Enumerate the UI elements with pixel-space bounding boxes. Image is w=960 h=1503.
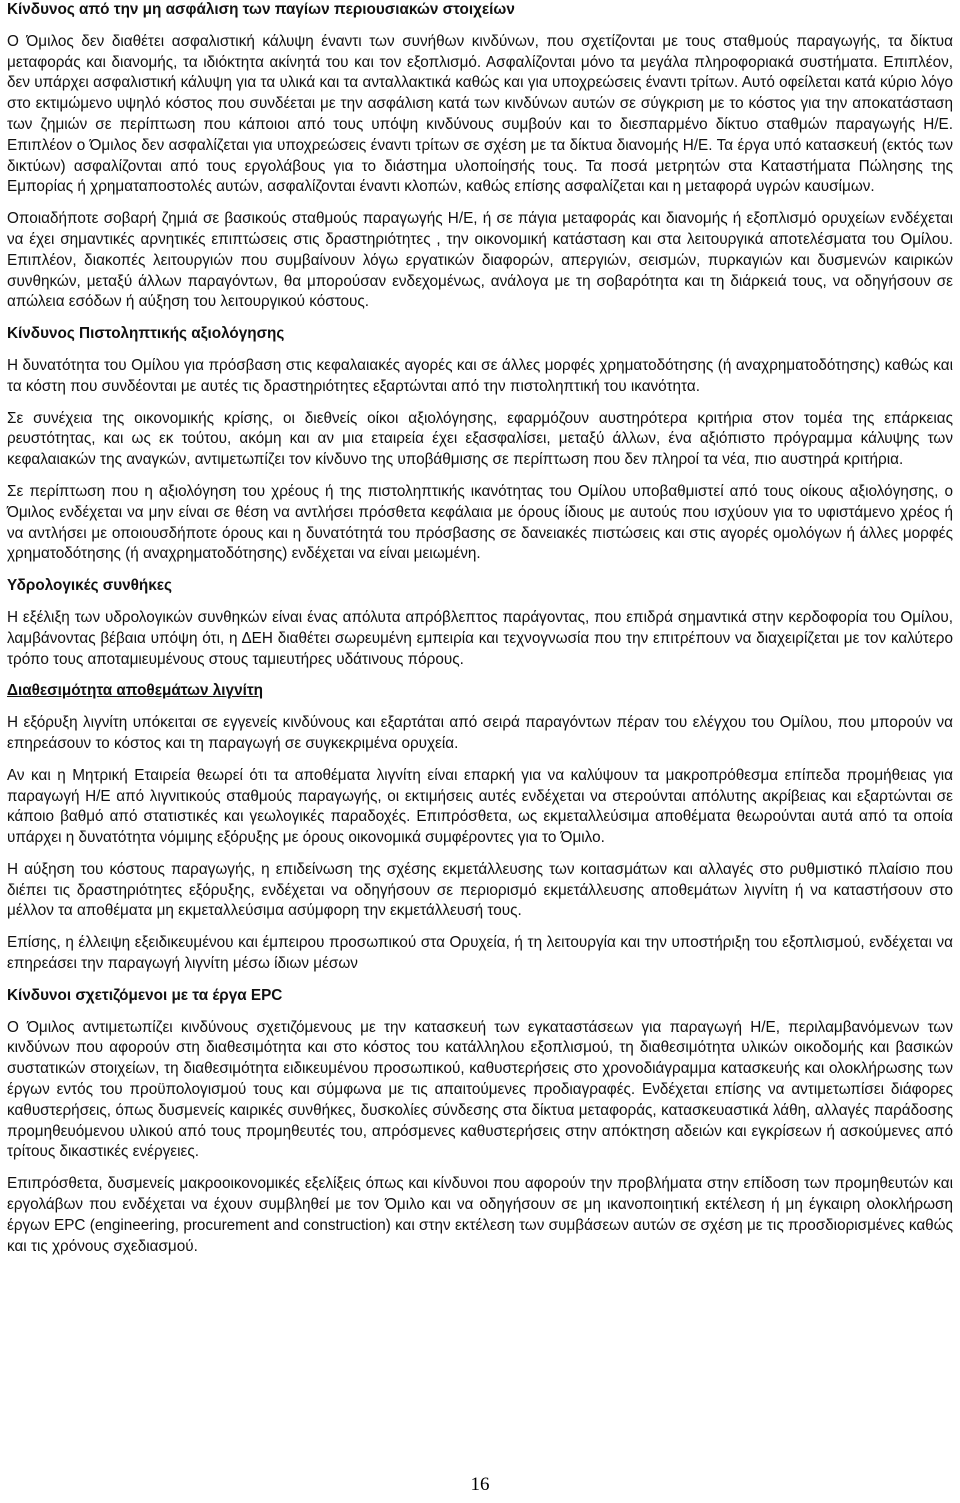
- paragraph: Η αύξηση του κόστους παραγωγής, η επιδείνωση της σχέσης εκμετάλλευσης των κοιτασμάτων και αλλαγές στο ρυθμιστικό πλαίσιο που διέπει τις δραστηριότητες εξόρυξης, ενδέχεται να οδηγήσουν σε περιορισμό εκμετάλλευσης αποθεμάτων λιγνίτη ή να καταστήσουν στο μέλλον τα αποθέματα μη εκμεταλλεύσιμα ασύμφορη την εκμετάλλευσή τους.: [7, 860, 953, 920]
- paragraph: Οποιαδήποτε σοβαρή ζημιά σε βασικούς σταθμούς παραγωγής Η/Ε, ή σε πάγια μεταφοράς και διανομής ή εξοπλισμό ορυχείων ενδέχεται να έχει σημαντικές αρνητικές επιπτώσεις στις δραστηριότητες , την οικονομική κατάσταση και στα λειτουργικά αποτελέσματα του Ομίλου. Επιπλέον, διακοπές λειτουργιών που συμβαίνουν λόγω εργατικών διαφορών, απεργιών, σεισμών, πυρκαγιών και δυσμενών καιρικών συνθηκών, μεταξύ άλλων παραγόντων, θα μπορούσαν ενδεχομένως, ανάλογα με τη σοβαρότητα και τη διάρκειά τους, να οδηγήσουν σε απώλεια εσόδων ή αύξηση του λειτουργικού κόστους.: [7, 210, 953, 311]
- paragraph: Επίσης, η έλλειψη εξειδικευμένου και έμπειρου προσωπικού στα Ορυχεία, ή τη λειτουργία και την υποστήριξη του εξοπλισμού, ενδέχεται να επηρεάσει την παραγωγή λιγνίτη μέσω ίδιων μέσων: [7, 934, 953, 973]
- paragraph: Η εξόρυξη λιγνίτη υπόκειται σε εγγενείς κινδύνους και εξαρτάται από σειρά παραγόντων πέραν του ελέγχου του Ομίλου, που μπορούν να επηρεάσουν το κόστος και τη παραγωγή σε συγκεκριμένα ορυχεία.: [7, 714, 953, 752]
- paragraph: Η εξέλιξη των υδρολογικών συνθηκών είναι ένας απόλυτα απρόβλεπτος παράγοντας, που επιδρά σημαντικά στην κερδοφορία του Ομίλου, λαμβάνοντας βέβαια υπόψη ότι, η ΔΕΗ διαθέτει σωρευμένη εμπειρία και τεχνογνωσία που την επιτρέπουν να διαχειρίζεται με τον καλύτερο τρόπο τους αποταμιευμένους στους ταμιευτήρες υδάτινους πόρους.: [7, 608, 953, 668]
- section-heading: Υδρολογικές συνθήκες: [7, 577, 173, 595]
- section-credit-rating-risk: [7, 324, 953, 565]
- section-epc-risks: [7, 986, 953, 1258]
- document-page: [7, 0, 953, 1257]
- paragraph: Επιπρόσθετα, δυσμενείς μακροοικονομικές εξελίξεις όπως και κίνδυνοι που αφορούν την προβλήματα στην επίδοση των προμηθευτών και εργολάβων που ενδέχεται να έχουν συμβληθεί με τον Όμιλο και να οδηγήσουν σε μη ικανοποιητική εκτέλεση ή μη έγκαιρη ολοκλήρωση έργων EPC (engineering, procurement and construction) και στην εκτέλεση των συμβάσεων αυτών σε σχέση με τις προσδιορισμένες καθώς και τις χρόνους σχεδιασμού.: [7, 1175, 953, 1255]
- section-heading: Κίνδυνοι σχετιζόμενοι με τα έργα EPC: [7, 986, 283, 1004]
- page-number: 16: [470, 1474, 490, 1495]
- paragraph: Σε περίπτωση που η αξιολόγηση του χρέους ή της πιστοληπτικής ικανότητας του Ομίλου υποβαθμιστεί από τους οίκους αξιολόγησης, ο Όμιλος ενδέχεται να μην είναι σε θέση να αντλήσει πρόσθετα κεφάλαια με όρους ίδιους με αυτούς που ισχύουν για το υφιστάμενο χρέος ή να αντλήσει με οποιουσδήποτε όρους και η δυνατότητά του πρόσβασης σε δανειακές πιστώσεις και στις αγορές ομολόγων ή άλλες μορφές χρηματοδότησης (ή αναχρηματοδότησης) ενδέχεται να είναι μειωμένη.: [7, 482, 953, 563]
- section-hydrological-conditions: [7, 576, 953, 670]
- section-lignite-reserves: [7, 681, 953, 975]
- paragraph: Σε συνέχεια της οικονομικής κρίσης, οι διεθνείς οίκοι αξιολόγησης, εφαρμόζουν αυστηρότερα κριτήρια στον τομέα της επάρκειας ρευστότητας, και ως εκ τούτου, ακόμη και αν μια εταιρεία έχει εξασφαλίσει, μεταξύ άλλων, ένα αξιόπιστο πρόγραμμα κάλυψης των κεφαλαιακών της αναγκών, αντιμετωπίζει τον κίνδυνο της υποβάθμισης σε περίπτωση που δεν πληροί τα νέα, πιο αυστηρά κριτήρια.: [7, 409, 953, 469]
- section-heading: Κίνδυνος Πιστοληπτικής αξιολόγησης: [7, 325, 285, 343]
- paragraph: Αν και η Μητρική Εταιρεία θεωρεί ότι τα αποθέματα λιγνίτη είναι επαρκή για να καλύψουν τα μακροπρόθεσμα επίπεδα προμήθειας για παραγωγή Η/Ε από λιγνιτικούς σταθμούς παραγωγής, οι εκτιμήσεις αυτές ενδέχεται να στερούνται απόλυτης ακρίβειας και εξαρτώνται σε κάποιο βαθμό από στατιστικές και γεωλογικές παραδοχές. Επιπρόσθετα, ως εκμεταλλεύσιμα αποθέματα θεωρούνται αυτά από τα οποία υπάρχει η δυνατότητα νόμιμης εξόρυξης με όρους οικονομικά συμφέροντες για το Όμιλο.: [7, 766, 953, 847]
- section-heading: Κίνδυνος από την μη ασφάλιση των παγίων περιουσιακών στοιχείων: [7, 1, 515, 18]
- paragraph: Ο Όμιλος δεν διαθέτει ασφαλιστική κάλυψη έναντι των συνήθων κινδύνων, που σχετίζονται με τους σταθμούς παραγωγής, τα δίκτυα μεταφοράς και διανομής, τα ιδιόκτητα ακίνητά του και τον εξοπλισμό. Ασφαλίζονται μόνο τα μεγάλα πληροφοριακά συστήματα. Επιπλέον, δεν υπάρχει ασφαλιστική κάλυψη για τα υλικά και τα ανταλλακτικά καθώς και για υποχρεώσεις έναντι τρίτων. Αυτό οφείλεται κατά κύριο λόγο στο εκτιμώμενο υψηλό κόστος που συνδέεται με την ασφάλιση κατά των κινδύνων αυτών σε σύγκριση με το κόστος για την αποκατάσταση των ζημιών σε περίπτωση που κάποιοι από τους υπόψη κινδύνους συμβούν και το διεσπαρμένο δίκτυο σταθμών παραγωγής Η/Ε. Επιπλέον ο Όμιλος δεν ασφαλίζεται για υποχρεώσεις έναντι τρίτων σε σχέση με τα δίκτυα διανομής Η/Ε. Τα έργα υπό κατασκευή (εκτός των δικτύων) ασφαλίζονται από τους εργολάβους για το διάστημα υλοποίησής τους. Τα ποσά μετρητών στα Καταστήματα Πώλησης της Εμπορίας ή χρηματαποστολές αυτών, ασφαλίζονται έναντι κλοπών, καθώς επίσης ασφαλίζεται και η μεταφορά υγρών καυσίμων.: [7, 32, 953, 196]
- section-heading: Διαθεσιμότητα αποθεμάτων λιγνίτη: [7, 682, 263, 700]
- paragraph: Ο Όμιλος αντιμετωπίζει κινδύνους σχετιζόμενους με την κατασκευή των εγκαταστάσεων για παραγωγή Η/Ε, περιλαμβανόμενων των κινδύνων που αφορούν στη διαθεσιμότητα και στο κόστος του κατάλληλου εξοπλισμού, τη διαθεσιμότητα υλικών οικοδομής και βασικών συστατικών στοιχείων, τη διαθεσιμότητα ειδικευμένου προσωπικού, καθυστερήσεις στο χρονοδιάγραμμα κατασκευής και ολοκλήρωσης των έργων εντός του προϋπολογισμού τους και σύμφωνα με τις απαιτούμενες προδιαγραφές. Ενδέχεται επίσης να αντιμετωπίσει διάφορες καθυστερήσεις, όπως δυσμενείς καιρικές συνθήκες, δυσκολίες σύνδεσης στα δίκτυα μεταφοράς, κατασκευαστικά λάθη, αλλαγές παράδοσης προμηθευόμενου υλικού από τους προμηθευτές του, απρόσμενες καθυστερήσεις στην απόκτηση αδειών και εγκρίσεων ή ασκούμενες από τρίτους δικαστικές ενέργειες.: [7, 1018, 953, 1161]
- paragraph: Η δυνατότητα του Ομίλου για πρόσβαση στις κεφαλαιακές αγορές και σε άλλες μορφές χρηματοδότησης (ή αναχρηματοδότησης) καθώς και τα κόστη που συνδέονται με αυτές τις δραστηριότητες εξαρτώνται από την πιστοληπτική του ικανότητα.: [7, 356, 953, 395]
- section-insurance-risk: [7, 0, 953, 313]
